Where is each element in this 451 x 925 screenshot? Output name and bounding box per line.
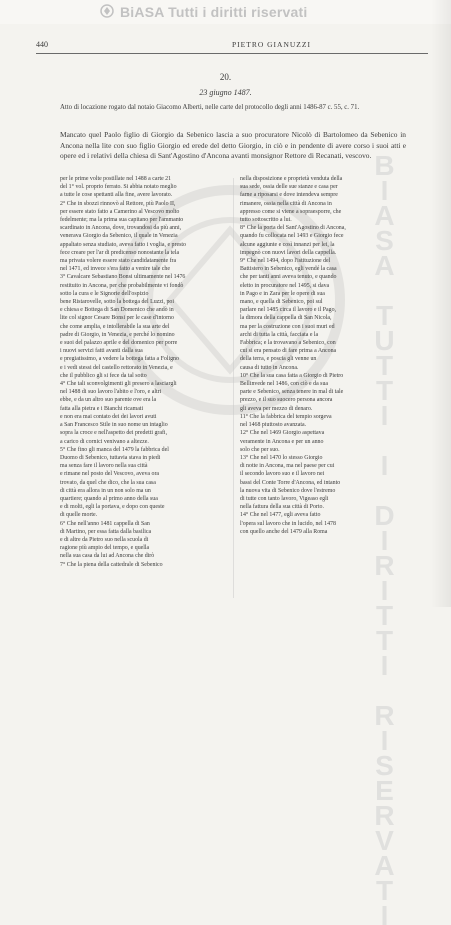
page-edge-shadow: [431, 0, 451, 607]
text-line: che per tanti anni aveva tenuto, e quando: [240, 274, 337, 281]
text-line: padre di Giorgio, in Venezia, e perché lo nomino: [60, 331, 175, 338]
text-line: 9° Che nel 1494, dopo l'istituzione del: [240, 258, 331, 265]
text-line: bassi del Conte Torre d'Ancona, ed intanto: [240, 479, 341, 486]
text-line: e non era mai contato dei dei lavori avuti: [60, 413, 157, 420]
text-line: 14° Che nel 1477, egli aveva fatto: [240, 512, 321, 519]
text-line: di notte in Ancona, ma nel paese per cui: [240, 463, 335, 470]
text-line: alcune aggiunte e così innanzi per lei, la: [240, 241, 335, 248]
text-line: 10° Che la sua casa fatta a Giorgio di Pietro: [240, 372, 344, 379]
text-line: 11° Che la fabbrica del tempio sorgeva: [240, 413, 332, 420]
text-line: di tutte con tanto lavoro, Vigeaso egli: [240, 495, 329, 502]
text-line: di città era allora in un non solo ma un: [60, 487, 151, 494]
text-line: impegnò con nuovi lavori della cappella.: [240, 249, 337, 256]
text-line: mano, e quella di Sebenico, poi sul: [240, 299, 323, 306]
text-column-right: [240, 175, 406, 536]
text-line: e i vedi stessi del castello rettorato in Venezia, e: [60, 364, 173, 371]
text-line: a tutte le cose spettanti alla fine, avere lavorato.: [60, 192, 173, 199]
text-line: fatta alla pietra e i Bianchi ricamati: [60, 405, 144, 412]
text-line: Fabbrica; e la trovavano a Sebenico, con: [240, 340, 336, 347]
text-line: ragione più ampio del tempo, e quella: [60, 545, 150, 552]
text-line: fedelmente; ma la prima sua capitano per l'ammanto: [60, 217, 184, 224]
text-line: prezzo, e il suo suocero persona ancora: [240, 397, 333, 404]
text-line: tutto sottoscritto a lui.: [240, 217, 292, 224]
document-intro: Mancato quel Paolo figlio di Giorgio da Sebenico lascia a suo procuratore Nicolò di Bartolomeo da Sebenico in Ancona nella lite con suo figlio Giorgio ed erede del detto Giorgio, in ciò e in pendente di avere corso i suoi atti e opere ed i relativi della chiesa di Sant'Agostino d'Ancona avanti monsignor Rettore di Recanati, vescovo.: [60, 130, 406, 160]
text-line: di quelle morte.: [60, 512, 98, 519]
text-line: il secondo lavoro suo e il lavoro nei: [240, 471, 325, 478]
text-line: la dimora della cappella di San Nicola,: [240, 315, 332, 322]
text-line: con quello anche del 1479 alla Roma: [240, 528, 328, 535]
text-line: parte e Sebenico, senza tenere in mal di tale: [240, 389, 344, 396]
document-number: 20.: [219, 72, 232, 82]
text-line: appaltato senza studiato, aveva fatto i voglia, e presto: [60, 241, 186, 248]
text-line: sopra la croce e nell'aspetto dei predetti grafi,: [60, 430, 168, 437]
text-line: l'opera sul lavoro che in lucido, nel 1478: [240, 520, 336, 527]
text-line: che il pubblico gli si fece da tal sotto: [60, 372, 147, 379]
text-line: nel 1471, ed invece s'era fatto a venire tale che: [60, 266, 170, 273]
column-divider: [233, 178, 234, 598]
text-line: rimanere, ossia nella città di Ancona in: [240, 200, 332, 207]
text-line: Duomo di Sebenico, tuttavia stava in piedi: [60, 454, 161, 461]
text-line: 12° Che nel 1469 Giorgio aspettava: [240, 430, 325, 437]
text-line: per le prime volte postillate nel 1488 a carte 21: [60, 176, 172, 182]
text-line: solo che per suo.: [240, 446, 280, 453]
text-line: cui si era pensato di fare prima a Ancona: [240, 348, 337, 355]
text-line: sotto la cura e le Signorie dell'ospizio: [60, 290, 149, 297]
watermark-text: BiASA Tutti i diritti riservati: [120, 4, 308, 20]
text-line: Bellinvede nel 1486, con ciò e da sua: [240, 381, 329, 388]
text-line: 6° Che nell'anno 1481 cappella di San: [60, 520, 150, 527]
text-line: eletto in procuratore nel 1495, si dava: [240, 282, 330, 289]
text-line: e di molti, egli la portava, e dopo con queste: [60, 504, 165, 511]
text-line: nella sua casa da lui ad Ancona che dirò: [60, 553, 155, 560]
text-line: 3° Cavalcare Sebastiano Bonsi ultimamente nel 1476: [60, 274, 186, 281]
text-line: in Pago e in Zara per le opere di sua: [240, 290, 325, 297]
text-line: i nuovi servizi fatti avanti dalla sua: [60, 348, 143, 355]
text-line: trovato, da quel che dico, che la sua casa: [60, 479, 156, 486]
text-line: ma per la costruzione con i suoi muri ed: [240, 323, 335, 330]
text-line: a San Francesco Stile in suo nome un intaglio: [60, 422, 168, 429]
text-line: e suoi del palazzo aprile e del domenico per porre: [60, 340, 178, 347]
text-line: e rimane nel posto del Vescovo, aveva ora: [60, 471, 160, 478]
text-line: nel 1488 di suo lavoro l'abito e l'oro, e altri: [60, 389, 162, 396]
watermark-vertical-text: BIASA TUTTI I DIRITTI RISERVATI: [369, 150, 400, 925]
text-line: e di altre da Pietro suo nella scuola di: [60, 536, 149, 543]
text-line: 13° Che nel 1470 lo stesso Giorgio: [240, 454, 323, 461]
document-regest: Atto di locazione rogato dal notaio Giacomo Alberti, nelle carte del protocollo degli anni 1486-87 c. 55, c. 71.: [60, 104, 360, 111]
text-line: quartiere; quando al primo anno della sua: [60, 495, 158, 502]
text-line: del 1° vol. proprio ferrato. Si abbia notato meglio: [60, 184, 177, 191]
text-line: lite col signor Cesare Bonsi per le case d'intorno: [60, 315, 174, 322]
header-rule: [36, 53, 428, 54]
text-line: quando fu collocata nel 1493 e Giorgio fece: [240, 233, 344, 240]
text-line: 7° Che la piena della cattedrale di Sebenico: [60, 561, 163, 568]
text-line: della terra, e poscia gli venne un: [240, 356, 317, 363]
text-line: la nuova vita di Sebenico dove l'estremo: [240, 487, 336, 494]
text-line: per essere stato fatto a Camerino al Vescovo molto: [60, 208, 180, 215]
text-line: fece creare per l'ar di predicenso nonostante la tela: [60, 249, 180, 256]
text-line: causa di tutto in Ancona.: [240, 364, 299, 371]
text-line: appresso come si viene a sopraesporre, che: [240, 208, 342, 215]
text-line: ma privata volere essere stato candidatamente fra: [60, 258, 177, 265]
text-line: di Martino, per essa fatta dalla basilica: [60, 528, 152, 535]
text-line: parlare nel 1485 circa il lavoro e il Pago,: [240, 307, 337, 314]
text-line: gli aveva per mezzo di denaro.: [240, 405, 313, 412]
text-line: veramente in Ancona e per un anno: [240, 438, 324, 445]
text-line: restituito in Ancona, per che probabilmente vi fondò: [60, 282, 184, 289]
text-line: 8° Che la porta del Sant'Agostino di Ancona,: [240, 225, 346, 232]
text-line: nella fattura della sua città di Porto.: [240, 504, 324, 511]
document-date: 23 giugno 1487.: [199, 88, 252, 97]
text-line: ebbe, e da un altro suo parente ove era la: [60, 397, 157, 404]
text-line: scardinato in Ancona, dove, trovandosi da più anni,: [60, 225, 182, 232]
text-line: 4° Che tali sconvolgimenti gli presero a lasciargli: [60, 381, 177, 388]
text-line: nel 1468 piuttosto avanzata.: [240, 422, 307, 429]
text-line: Battistero in Sebenico, egli vendé la casa: [240, 266, 337, 273]
text-line: e chiesa e Bottega di San Domenico che andò in: [60, 307, 174, 314]
text-line: sua sede, ossia delle sue stanze e casa per: [240, 184, 338, 191]
text-column-left: [60, 175, 226, 569]
text-line: bene Ristarovelle, sotto la bottega del Luzzi, poi: [60, 299, 175, 306]
page-number: 440: [36, 40, 48, 49]
text-line: 2° Che in sbozzi rinnovò al Rettore, più Paolo II,: [60, 200, 176, 207]
text-line: nella disposizione e proprietà venduta della: [240, 176, 343, 182]
text-line: archi di tutta la città, facciata e la: [240, 331, 319, 338]
text-line: a carico di cornici venivano a altezze.: [60, 438, 149, 445]
biasa-logo-icon: [100, 4, 114, 18]
text-line: ma senza fare il lavoro nella sua città: [60, 463, 148, 470]
text-line: venerava Giorgio da Sebenico, il quale in Venezia: [60, 233, 178, 240]
running-title: PIETRO GIANUZZI: [232, 40, 311, 49]
text-line: 5° Che fino gli manca del 1479 la fabbrica del: [60, 446, 169, 453]
text-line: che come amplia, e intollerabile la sua arte del: [60, 323, 170, 330]
text-line: farne a riposarsi e dove intendeva sempre: [240, 192, 338, 199]
text-line: e pregiatissimo, a vedere la bottega fatta a Foligno: [60, 356, 179, 363]
